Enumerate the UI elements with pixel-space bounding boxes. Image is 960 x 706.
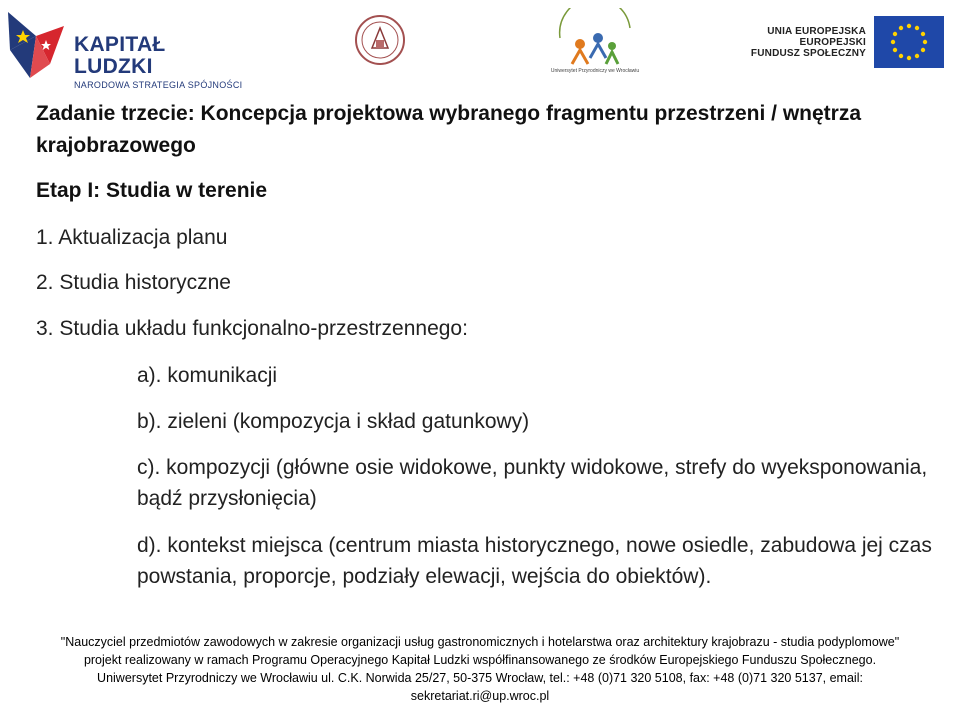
- kapital-ludzki-title: KAPITAŁ LUDZKI: [74, 33, 166, 78]
- sub-item: b). zieleni (kompozycja i skład gatunkowy): [137, 410, 530, 433]
- step-item: 2. Studia historyczne: [36, 271, 231, 294]
- university-caption: Uniwersytet Przyrodniczy we Wrocławiu: [550, 68, 640, 74]
- university-seal-icon: [354, 14, 406, 66]
- step-item: 3. Studia układu funkcjonalno-przestrzennego:: [36, 317, 468, 340]
- footer-line-2: projekt realizowany w ramach Programu Operacyjnego Kapitał Ludzki współfinansowanego ze środków Europejskiego Funduszu Społecznego.: [83, 653, 877, 667]
- kapital-ludzki-logo-icon: [6, 6, 68, 82]
- kapital-ludzki-logo: [6, 6, 246, 90]
- eu-line-1: UNIA EUROPEJSKA: [767, 26, 866, 37]
- stage-heading: Etap I: Studia w terenie: [36, 179, 268, 202]
- kapital-ludzki-subtitle: NARODOWA STRATEGIA SPÓJNOŚCI: [74, 80, 243, 90]
- step-item: 1. Aktualizacja planu: [36, 226, 228, 249]
- footer-line-4: sekretariat.ri@up.wroc.pl: [410, 689, 550, 703]
- university-logo-icon: [550, 8, 640, 68]
- page-title: Zadanie trzecie: Koncepcja projektowa wybranego fragmentu przestrzeni / wnętrza krajobrazowego: [36, 102, 862, 157]
- footer: [0, 633, 960, 705]
- eu-flag-icon: [874, 16, 944, 68]
- university-logo: [550, 8, 640, 78]
- eu-logo: [746, 8, 952, 78]
- footer-line-1: "Nauczyciel przedmiotów zawodowych w zakresie organizacji usług gastronomicznych i hotelarstwa oraz architektury krajobrazu - studia podyplomowe": [60, 635, 900, 649]
- eu-line-2: EUROPEJSKI: [799, 37, 866, 48]
- sub-item: a). komunikacji: [137, 364, 278, 387]
- footer-line-3: Uniwersytet Przyrodniczy we Wrocławiu ul. C.K. Norwida 25/27, 50-375 Wrocław, tel.: +48 (0)71 320 5108, fax: +48 (0)71 320 5137, email:: [97, 671, 863, 685]
- eu-line-3: FUNDUSZ SPOŁECZNY: [750, 48, 866, 59]
- sub-item: d). kontekst miejsca (centrum miasta historycznego, nowe osiedle, zabudowa jej czas powstania, proporcje, podziały elewacji, wejścia do obiektów).: [137, 534, 932, 588]
- university-seal: [354, 14, 406, 66]
- sub-item: c). kompozycji (główne osie widokowe, punkty widokowe, strefy do wyeksponowania, bądź przysłonięcia): [137, 456, 928, 510]
